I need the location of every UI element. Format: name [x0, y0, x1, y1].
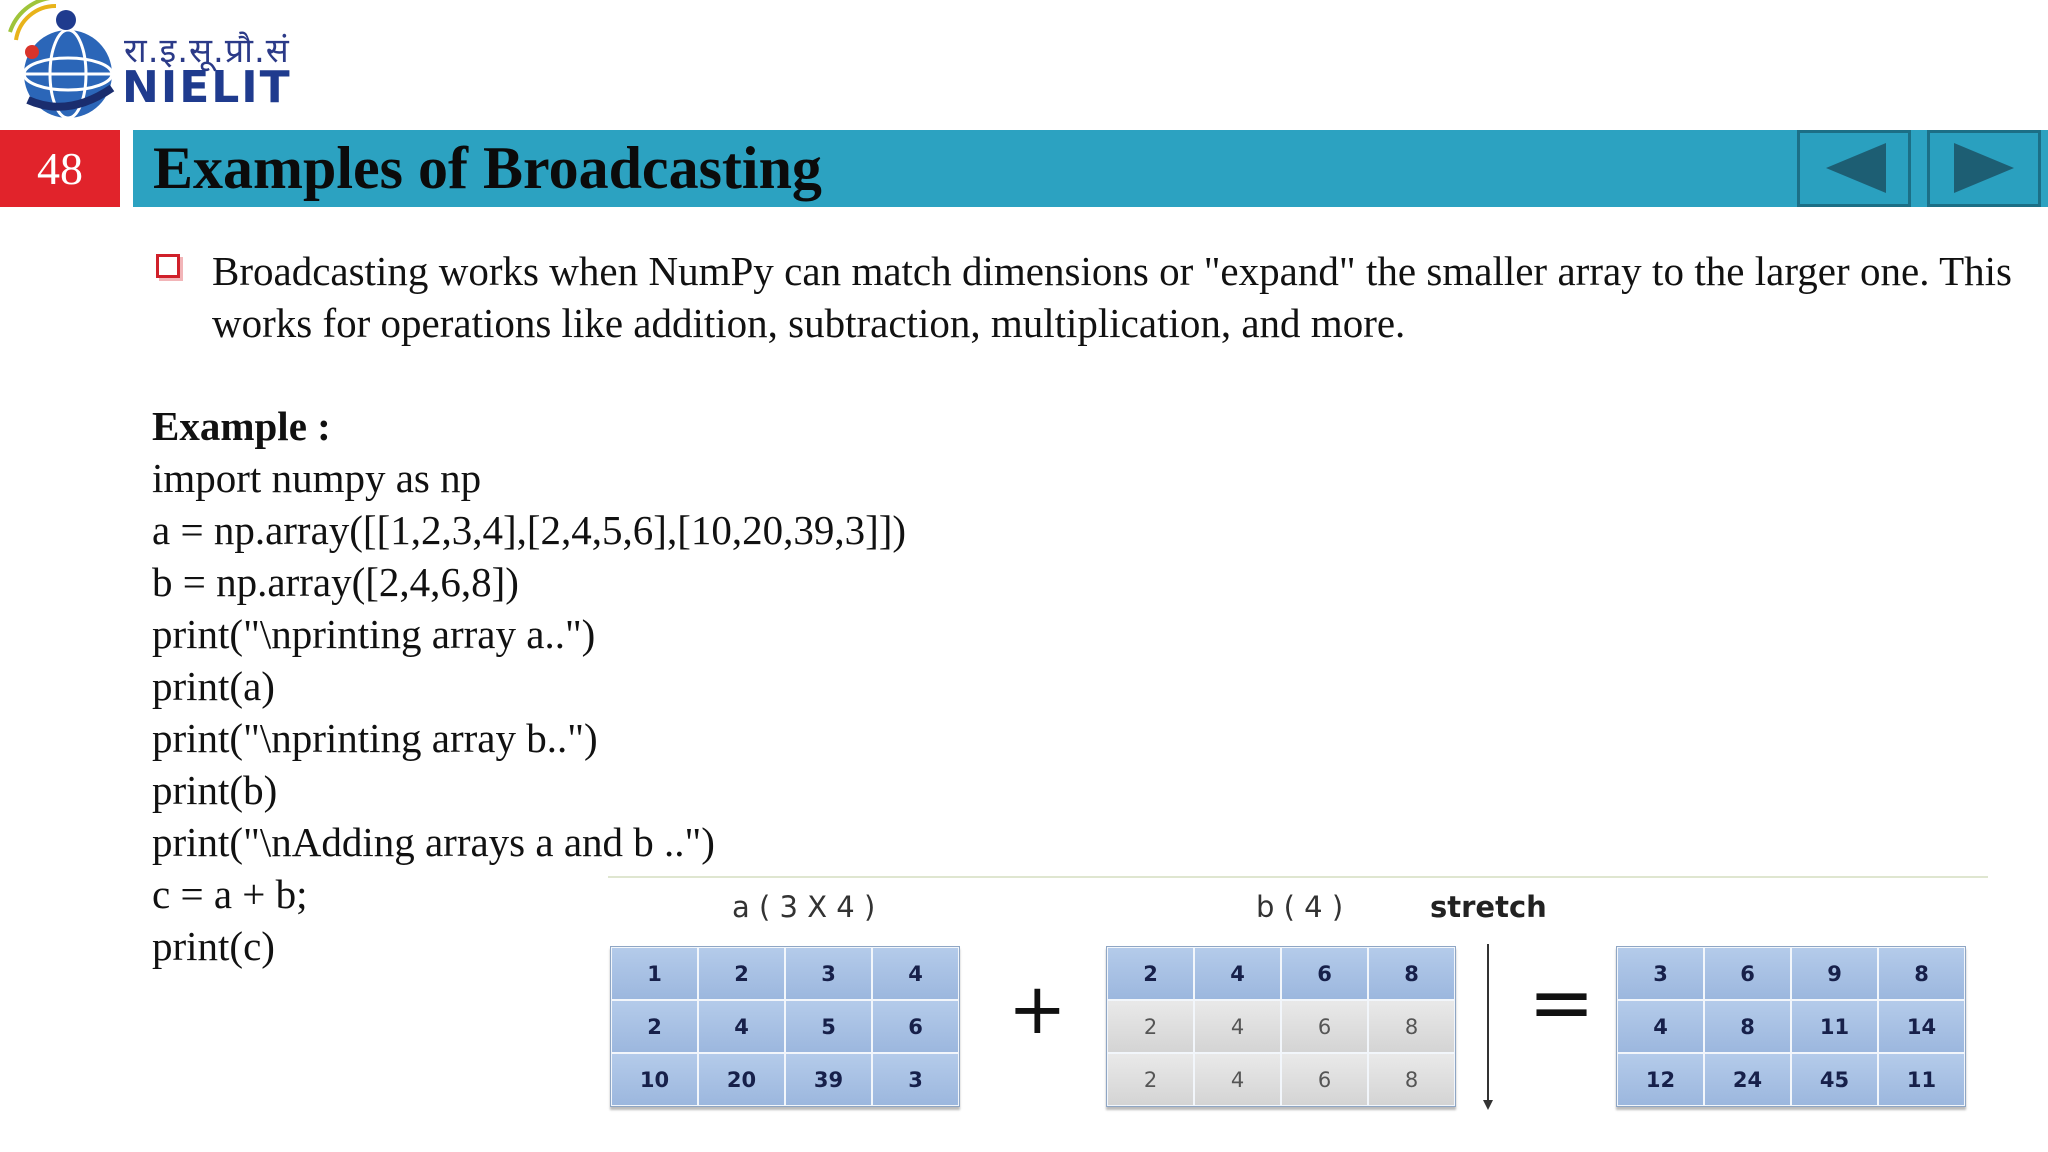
stretch-arrow-icon — [1478, 944, 1498, 1114]
nielit-logo — [8, 0, 298, 125]
example-heading: Example : — [152, 403, 331, 449]
bullet-text: Broadcasting works when NumPy can match dimensions or "expand" the smaller array to the larger one. This works for operations like addition, subtraction, multiplication, and more. — [212, 248, 2012, 346]
matrix-cell: 2 — [1107, 1000, 1194, 1053]
slide-title: Examples of Broadcasting — [153, 135, 822, 201]
matrix-cell: 6 — [1704, 947, 1791, 1000]
matrix-cell: 4 — [1194, 1000, 1281, 1053]
equals-sign: = — [1528, 956, 1596, 1049]
matrix-cell: 10 — [611, 1053, 698, 1106]
matrix-cell: 45 — [1791, 1053, 1878, 1106]
matrix-cell: 3 — [785, 947, 872, 1000]
code-line: print("\nAdding arrays a and b ..") — [152, 819, 715, 865]
matrix-cell: 12 — [1617, 1053, 1704, 1106]
matrix-cell: 24 — [1704, 1053, 1791, 1106]
matrix-cell: 6 — [1281, 1053, 1368, 1106]
matrix-cell: 8 — [1704, 1000, 1791, 1053]
code-line: b = np.array([2,4,6,8]) — [152, 559, 519, 605]
matrix-cell: 2 — [1107, 947, 1194, 1000]
code-line: c = a + b; — [152, 871, 308, 917]
matrix-cell: 5 — [785, 1000, 872, 1053]
matrix-cell: 4 — [698, 1000, 785, 1053]
arrow-right-icon — [1930, 133, 2038, 204]
code-line: print("\nprinting array b..") — [152, 715, 598, 761]
globe-logo-icon — [8, 0, 120, 120]
divider — [608, 876, 1988, 878]
arrow-left-icon — [1800, 133, 1908, 204]
broadcasting-diagram — [608, 872, 1992, 1112]
label-stretch: stretch — [1430, 890, 1547, 924]
matrix-cell: 6 — [1281, 1000, 1368, 1053]
code-line: import numpy as np — [152, 455, 482, 501]
matrix-cell: 8 — [1368, 947, 1455, 1000]
slide-number: 48 — [0, 130, 120, 207]
matrix-cell: 8 — [1878, 947, 1965, 1000]
matrix-cell: 6 — [1281, 947, 1368, 1000]
matrix-cell: 14 — [1878, 1000, 1965, 1053]
logo-name-text: NIELIT — [122, 62, 292, 113]
matrix-cell: 20 — [698, 1053, 785, 1106]
matrix-cell: 2 — [698, 947, 785, 1000]
matrix-cell: 11 — [1878, 1053, 1965, 1106]
matrix-cell: 3 — [872, 1053, 959, 1106]
label-a: a ( 3 X 4 ) — [732, 890, 876, 924]
plus-sign: + — [1008, 968, 1067, 1050]
code-line: print("\nprinting array a..") — [152, 611, 596, 657]
matrix-cell: 4 — [1194, 1053, 1281, 1106]
matrix-cell: 39 — [785, 1053, 872, 1106]
matrix-cell: 2 — [611, 1000, 698, 1053]
matrix-cell: 8 — [1368, 1053, 1455, 1106]
matrix-cell: 2 — [1107, 1053, 1194, 1106]
matrix-c — [1616, 946, 1966, 1107]
matrix-cell: 6 — [872, 1000, 959, 1053]
matrix-b — [1106, 946, 1456, 1107]
code-line: a = np.array([[1,2,3,4],[2,4,5,6],[10,20,39,3]]) — [152, 507, 907, 553]
code-line: print(a) — [152, 663, 275, 709]
matrix-cell: 3 — [1617, 947, 1704, 1000]
matrix-cell: 4 — [1194, 947, 1281, 1000]
matrix-a — [610, 946, 960, 1107]
code-line: print(b) — [152, 767, 278, 813]
matrix-cell: 8 — [1368, 1000, 1455, 1053]
code-line: print(c) — [152, 923, 275, 969]
bullet-checkbox-icon — [156, 254, 180, 278]
label-b: b ( 4 ) — [1256, 890, 1344, 924]
logo-hindi-text: रा.इ.सू.प्रौ.सं — [124, 31, 290, 71]
matrix-cell: 9 — [1791, 947, 1878, 1000]
matrix-cell: 4 — [872, 947, 959, 1000]
matrix-cell: 11 — [1791, 1000, 1878, 1053]
previous-slide-button[interactable] — [1797, 130, 1911, 207]
next-slide-button[interactable] — [1927, 130, 2041, 207]
title-bar — [133, 130, 2048, 207]
matrix-cell: 1 — [611, 947, 698, 1000]
matrix-cell: 4 — [1617, 1000, 1704, 1053]
